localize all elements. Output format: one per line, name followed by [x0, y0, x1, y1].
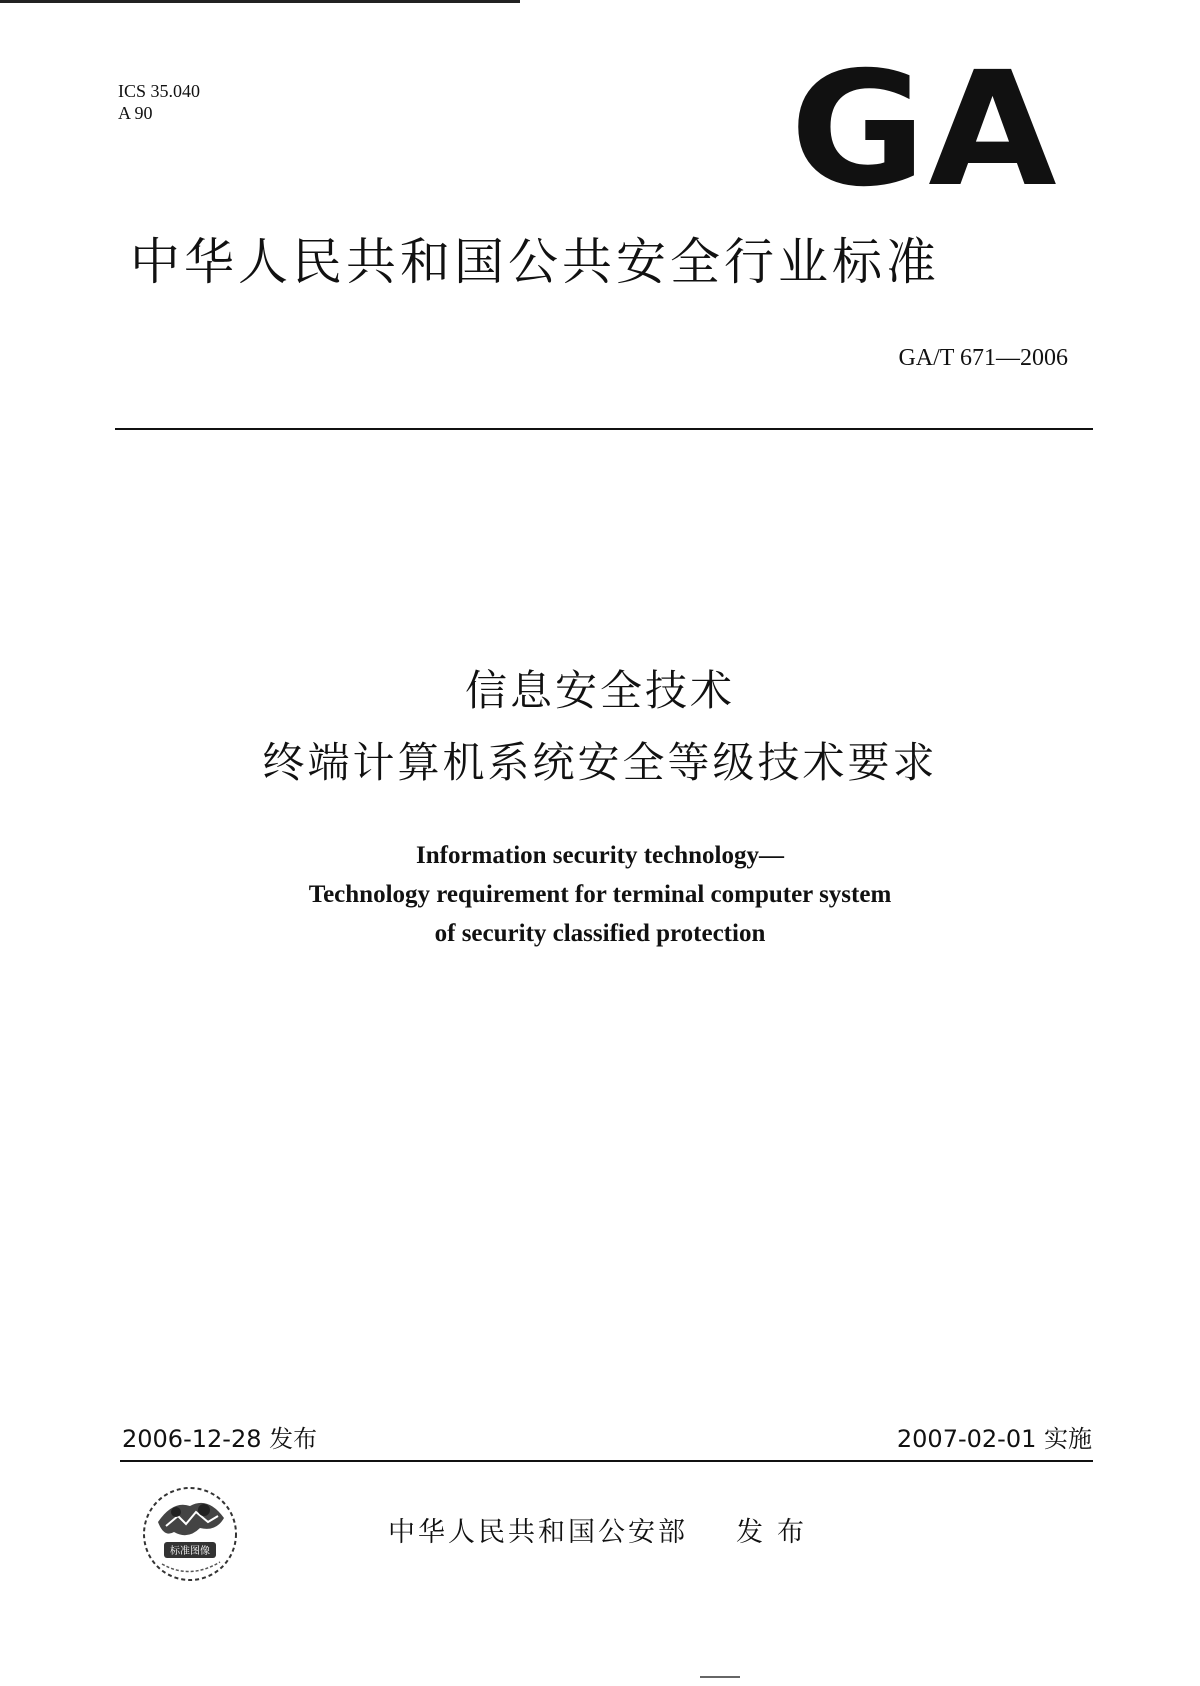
issuer-name: 中华人民共和国公安部	[388, 1517, 688, 1548]
anti-counterfeit-seal-icon	[138, 1482, 242, 1586]
ccs-code: A 90	[118, 103, 153, 123]
chinese-title	[0, 655, 1200, 799]
seal-text: 标准图像	[170, 1546, 210, 1557]
english-title-line-1: Information security technology—	[415, 842, 785, 869]
footer-divider	[120, 1460, 1093, 1462]
english-title-line-2: Technology requirement for terminal computer system	[308, 881, 892, 908]
date-row	[122, 1424, 1092, 1458]
chinese-title-line-1: 信息安全技术	[464, 666, 735, 715]
publish-label: 发布	[736, 1517, 818, 1548]
bottom-dash	[700, 1676, 740, 1678]
english-title-line-3: of security classified protection	[434, 920, 766, 947]
standard-number: GA/T 671—2006	[898, 345, 1068, 371]
header-divider	[115, 428, 1093, 430]
ga-logo: GA	[790, 38, 1059, 222]
issue-date: 2006-12-28 发布	[122, 1425, 318, 1453]
chinese-title-line-2: 终端计算机系统安全等级技术要求	[262, 738, 938, 787]
issuer-line	[388, 1516, 818, 1550]
english-title	[0, 836, 1200, 953]
ics-code: ICS 35.040	[118, 81, 201, 101]
effective-date: 2007-02-01 实施	[896, 1425, 1092, 1453]
top-edge-rule	[0, 0, 520, 3]
org-title: 中华人民共和国公共安全行业标准	[130, 233, 940, 291]
classification-codes	[118, 80, 200, 124]
